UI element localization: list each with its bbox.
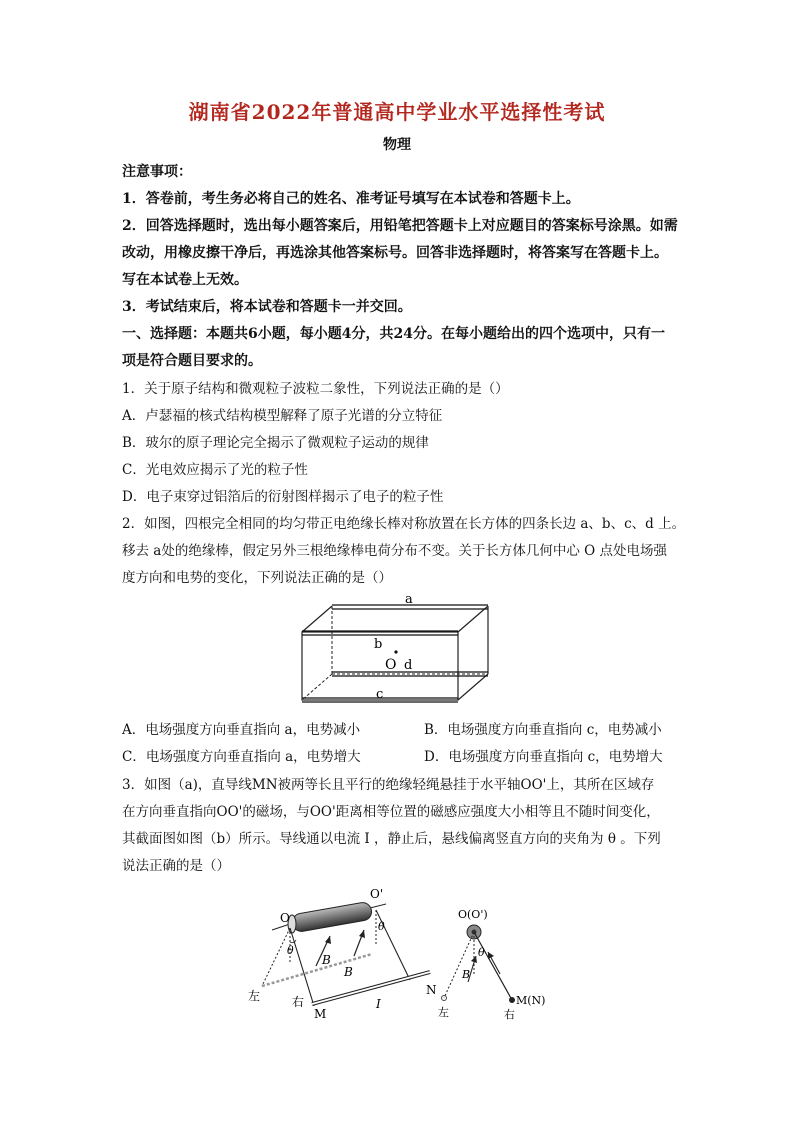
q3b-label-b: B <box>462 968 471 981</box>
q3-stem-line3: 其截面图如图（b）所示。导线通以电流 I ，静止后，悬线偏离竖直方向的夹角为 θ 。下列 <box>122 831 661 847</box>
q2-edge <box>458 606 488 632</box>
q3a-label-left: 左 <box>248 989 261 1003</box>
q3b-label-mn: M(N) <box>516 994 546 1007</box>
q3a-frame-line <box>370 904 386 908</box>
q2-label-c: c <box>376 687 384 702</box>
q2-label-a: a <box>405 592 413 607</box>
q2-cuboid-figure <box>296 594 496 710</box>
section-1-line2: 项是符合题目要求的。 <box>122 353 262 369</box>
q3b-label-right: 右 <box>504 1008 515 1021</box>
q3a-label-o-prime: O' <box>370 887 384 901</box>
subject-title: 物理 <box>383 137 411 153</box>
q3b-wire-point <box>509 997 515 1003</box>
q2-rod-b <box>302 631 458 635</box>
q2-stem-line2: 移去 a处的绝缘棒，假定另外三根绝缘棒电荷分布不变。关于长方体几何中心 O 点处电场强 <box>122 543 667 559</box>
section-1-line1: 一、选择题：本题共6小题，每小题4分，共24分。在每小题给出的四个选项中，只有一 <box>122 326 665 342</box>
q3b-string <box>474 932 512 1000</box>
q3a-b-arrowhead <box>325 936 331 944</box>
notice-item-1: 1．答卷前，考生务必将自己的姓名、准考证号填写在本试卷和答题卡上。 <box>122 191 580 207</box>
q2-edge <box>458 674 488 700</box>
q3a-b-arrowhead <box>359 930 365 938</box>
notice-item-2-line2: 改动，用橡皮擦干净后，再选涂其他答案标号。回答非选择题时，将答案写在答题卡上。 <box>122 245 668 261</box>
q3a-label-o: O <box>280 911 290 925</box>
q3a-label-right: 右 <box>292 995 305 1009</box>
q3-stem-line1: 3．如图（a)，直导线MN被两等长且平行的绝缘轻绳悬挂于水平轴OO'上，其所在区域存 <box>122 777 655 793</box>
q2-label-d: d <box>404 658 413 673</box>
notice-item-3: 3．考试结束后，将本试卷和答题卡一并交回。 <box>122 299 412 315</box>
q2-label-b: b <box>374 637 383 652</box>
q2-option-b: B．电场强度方向垂直指向 c，电势减小 <box>424 722 662 738</box>
notice-item-2-line3: 写在本试卷上无效。 <box>122 272 248 288</box>
q3b-label-axis: O(O') <box>458 908 488 921</box>
q3a-axis-cylinder <box>291 901 373 933</box>
q3a-label-theta: θ <box>287 944 294 957</box>
q1-option-a: A．卢瑟福的核式结构模型解释了原子光谱的分立特征 <box>122 408 443 424</box>
notice-item-2-line1: 2．回答选择题时，选出每小题答案后，用铅笔把答题卡上对应题目的答案标号涂黑。如需 <box>122 218 678 234</box>
q3a-label-theta-2: θ <box>378 920 385 933</box>
q2-option-a: A．电场强度方向垂直指向 a，电势减小 <box>122 722 361 738</box>
q2-stem-line3: 度方向和电势的变化，下列说法正确的是（） <box>122 570 392 586</box>
notice-heading: 注意事项： <box>122 164 192 180</box>
q1-stem: 1．关于原子结构和微观粒子波粒二象性，下列说法正确的是（） <box>122 381 509 397</box>
q3a-label-n: N <box>426 983 437 997</box>
exam-title: 湖南省2022年普通高中学业水平选择性考试 <box>188 100 606 124</box>
q2-option-c: C．电场强度方向垂直指向 a，电势增大 <box>122 749 361 765</box>
q3a-label-m: M <box>314 1007 327 1021</box>
q2-label-o: O <box>385 657 397 673</box>
q3-figure-b <box>430 904 546 1022</box>
q3a-label-b1: B <box>322 953 331 967</box>
q1-option-d: D．电子束穿过铝箔后的衍射图样揭示了电子的粒子性 <box>122 489 444 505</box>
q3b-label-theta: θ <box>478 946 485 959</box>
q3b-left-string <box>444 932 474 998</box>
q2-stem-line1: 2．如图，四根完全相同的均匀带正电绝缘长棒对称放置在长方体的四条长边 a、b、c、d 上。 <box>122 516 686 532</box>
q1-option-b: B．玻尔的原子理论完全揭示了微观粒子运动的规律 <box>122 435 429 451</box>
q3-figure-a <box>246 884 442 1020</box>
q3b-label-left: 左 <box>438 1006 449 1019</box>
q3a-wire-mn-core <box>312 972 430 1004</box>
q2-center-point <box>394 650 397 653</box>
q3a-left-string <box>262 928 290 986</box>
q3a-theta-arc <box>290 940 296 943</box>
q3a-label-i: I <box>376 997 381 1011</box>
q2-edge <box>302 606 332 632</box>
q3-stem-line2: 在方向垂直指向OO'的磁场，与OO'距离相等位置的磁感应强度大小相等且不随时间变化， <box>122 804 660 820</box>
q3-stem-line4: 说法正确的是（） <box>122 858 230 874</box>
q2-option-d: D．电场强度方向垂直指向 c，电势增大 <box>424 749 663 765</box>
q1-option-c: C．光电效应揭示了光的粒子性 <box>122 462 308 478</box>
q3a-label-b2: B <box>344 965 353 979</box>
q3a-left-wire <box>262 954 372 986</box>
q2-hidden-edge <box>302 674 332 700</box>
